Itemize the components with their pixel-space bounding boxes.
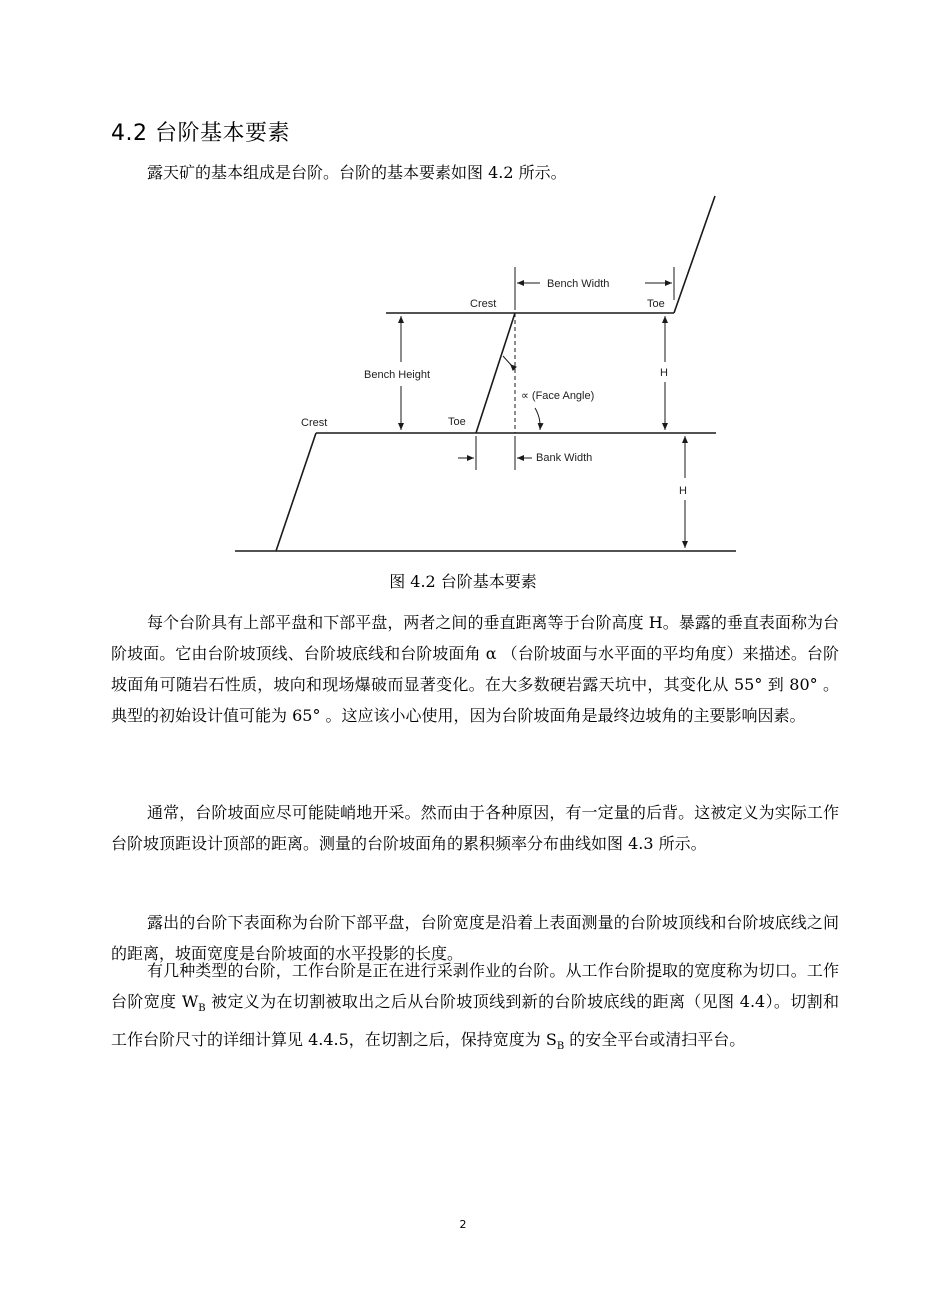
toe-top-label: Toe	[647, 298, 665, 310]
page-number: 2	[459, 1218, 467, 1231]
face-angle-arrowhead	[510, 364, 515, 369]
section-heading: 4.2 台阶基本要素	[111, 121, 290, 146]
intro-paragraph: 露天矿的基本组成是台阶。台阶的基本要素如图 4.2 所示。	[147, 163, 567, 182]
upper-slope-line	[674, 196, 715, 313]
paragraph-4-part-c: 的安全平台或清扫平台。	[564, 1030, 746, 1050]
bench-diagram	[0, 0, 926, 600]
bench-width-label: Bench Width	[547, 278, 610, 290]
body-paragraph-1: 每个台阶具有上部平盘和下部平盘，两者之间的垂直距离等于台阶高度 H。暴露的垂直表面称为台阶坡面。它由台阶坡顶线、台阶坡底线和台阶坡面角 α （台阶坡面与水平面的平均角度）来描述。台阶坡面角可随岩石性质，坡向和现场爆破而显著变化。在大多数硬岩露天坑中，其变化从 55° 到 80° 。典型的初始设计值可能为 65° 。这应该小心使用，因为台阶坡面角是最终边坡角的主要影响因素。	[111, 613, 839, 725]
bench-face-line	[476, 313, 515, 433]
bank-width-label: Bank Width	[536, 452, 593, 464]
face-angle-lower-arc	[535, 408, 540, 430]
h-upper-label: H	[660, 367, 668, 379]
body-paragraph-3: 露出的台阶下表面称为台阶下部平盘，台阶宽度是沿着上表面测量的台阶坡顶线和台阶坡底线之间的距离，坡面宽度是台阶坡面的水平投影的长度。	[111, 913, 839, 963]
body-paragraph-2: 通常，台阶坡面应尽可能陡峭地开采。然而由于各种原因，有一定量的后背。这被定义为实际工作台阶坡顶距设计顶部的距离。测量的台阶坡面角的累积频率分布曲线如图 4.3 所示。	[111, 803, 839, 853]
h-lower-label: H	[679, 485, 687, 497]
crest-top-label: Crest	[470, 298, 497, 310]
bench-height-label: Bench Height	[364, 369, 431, 381]
sb-subscript: B	[556, 1041, 565, 1053]
body-paragraph-4	[111, 955, 839, 1062]
crest-lower-label: Crest	[301, 417, 328, 429]
face-angle-label: ∝ (Face Angle)	[521, 390, 595, 402]
lower-slope-line	[276, 433, 316, 551]
wb-subscript: B	[198, 1003, 206, 1015]
toe-lower-label: Toe	[448, 416, 466, 428]
figure-caption: 图 4.2 台阶基本要素	[389, 572, 537, 591]
paragraph-4-part-b: 被定义为在切割被取出之后从台阶坡顶线到新的台阶坡底线的距离（见图 4.4）。切割和工作台阶尺寸的详细计算见 4.4.5，在切割之后，保持宽度为 S	[111, 992, 839, 1050]
paragraph-4-part-a: 有几种类型的台阶，工作台阶是正在进行采剥作业的台阶。从工作台阶提取的宽度称为切口。工作台阶宽度 W	[111, 961, 839, 1011]
